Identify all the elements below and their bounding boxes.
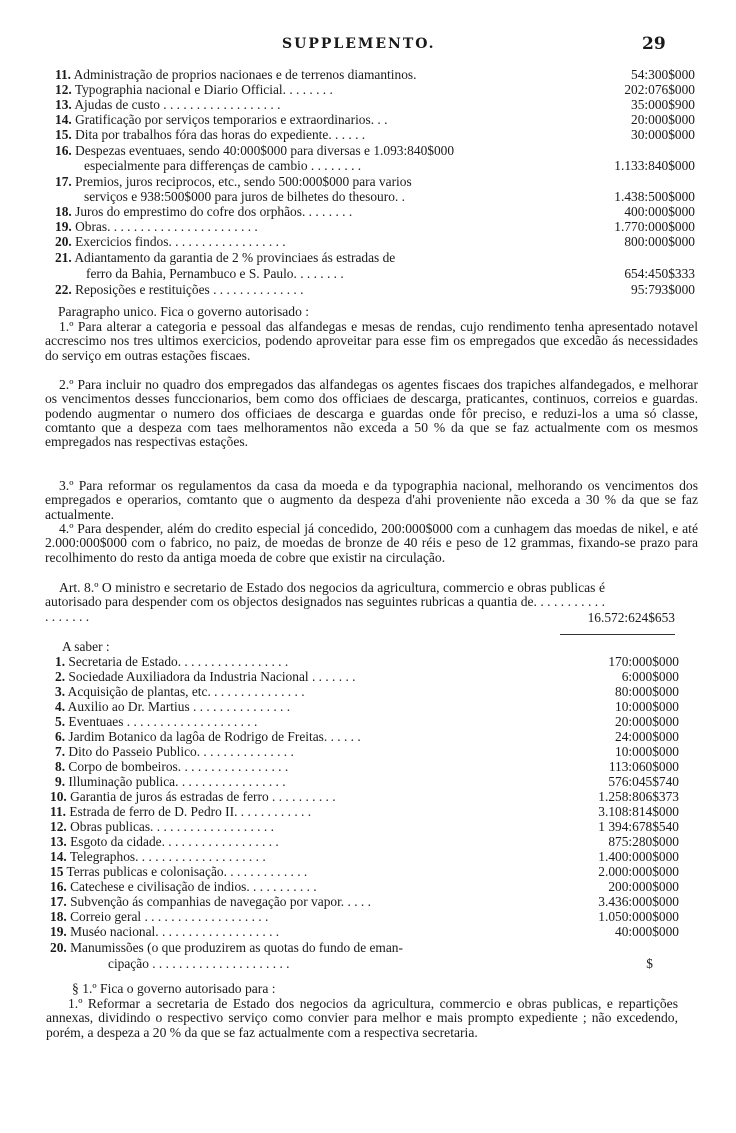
list-item: 10. Garantia de juros ás estradas de ferro . . . . . . . . . . 1.258:806$373 [50, 789, 679, 804]
list-item: 19. Muséo nacional. . . . . . . . . . . . . . . . . . . 40:000$000 [50, 924, 679, 939]
section-clause-1: 1.º Reformar a secretaria de Estado dos negocios da agricultura, commercio e obras publicas, e repartições annexas, dividindo o respectivo serviço como convier para melhor e mais prompto expediente ; não excedendo, porém, a despeza a 20 % da que se faz actualmente com a respectiva secretaria. [46, 996, 678, 1040]
amount: 576:045$740 [608, 774, 679, 789]
article-total: 16.572:624$653 [587, 610, 675, 625]
amount: 800:000$000 [624, 234, 695, 249]
amount: 54:300$000 [631, 67, 695, 82]
list-item: 12. Obras publicas. . . . . . . . . . . . . . . . . . . 1 394:678$540 [50, 819, 679, 834]
list-item: 20. Exercicios findos. . . . . . . . . . . . . . . . . . 800:000$000 [55, 234, 695, 249]
amount: 875:280$000 [608, 834, 679, 849]
list-item: 8. Corpo de bombeiros. . . . . . . . . . . . . . . . . 113:060$000 [55, 759, 679, 774]
amount: 40:000$000 [615, 924, 679, 939]
list-item: 20. Manumissões (o que produzirem as quotas do fundo de eman- [50, 940, 403, 955]
paragraph-intro: Paragrapho unico. Fica o governo autorisado : [58, 304, 310, 319]
list-item: 18. Juros do emprestimo do cofre dos orphãos. . . . . . . . 400:000$000 [55, 204, 695, 219]
list-item: 13. Esgoto da cidade. . . . . . . . . . . . . . . . . . 875:280$000 [50, 834, 679, 849]
amount: 10:000$000 [615, 699, 679, 714]
amount: 24:000$000 [615, 729, 679, 744]
clause-1: 1.º Para alterar a categoria e pessoal das alfandegas e mesas de rendas, cujo rendimento tenha apresentado notavel accrescimo nos tres ultimos exercicios, podendo aproveitar para esse fim os empregados que excedão ás necessidades do serviço em outras estações fiscaes. [45, 319, 698, 363]
amount: 95:793$000 [631, 282, 695, 297]
list-item: 1. Secretaria de Estado. . . . . . . . . . . . . . . . . 170:000$000 [55, 654, 679, 669]
amount: 113:060$000 [608, 759, 679, 774]
list-item: 7. Dito do Passeio Publico. . . . . . . . . . . . . . . 10:000$000 [55, 744, 679, 759]
article-text: Art. 8.º O ministro e secretario de Estado dos negocios da agricultura, commercio e obras publicas é autorisado para despender com os objectos designados nas seguintes rubricas a quantia de. . . . . . . . . . . . . . . . . . [45, 580, 605, 624]
amount: 1.770:000$000 [614, 219, 695, 234]
amount: 200:000$000 [608, 879, 679, 894]
amount: 654:450$333 [624, 266, 695, 281]
list-item: 16. Despezas eventuaes, sendo 40:000$000 para diversas e 1.093:840$000 [55, 143, 455, 158]
list-item: 19. Obras. . . . . . . . . . . . . . . . . . . . . . . 1.770:000$000 [55, 219, 695, 234]
page-number: 29 [642, 34, 666, 54]
list-item-continuation: ferro da Bahia, Pernambuco e S. Paulo. . . . . . . . 654:450$333 [86, 266, 695, 281]
list-item: 3. Acquisição de plantas, etc. . . . . . . . . . . . . . . 80:000$000 [55, 684, 679, 699]
list-item: 9. Illuminação publica. . . . . . . . . . . . . . . . . 576:045$740 [55, 774, 679, 789]
amount: 10:000$000 [615, 744, 679, 759]
list-item: 17. Subvenção ás companhias de navegação por vapor. . . . . 3.436:000$000 [50, 894, 679, 909]
amount: 1.050:000$000 [598, 909, 679, 924]
running-title: SUPPLEMENTO. [282, 36, 436, 52]
clause-3: 3.º Para reformar os regulamentos da casa da moeda e da typographia nacional, melhorando os vencimentos dos empregados e operarios, comtanto que o augmento da despeza d'ahi proveniente não exceda a 30 % da que se faz actualmente. [45, 478, 698, 522]
amount: 1 394:678$540 [598, 819, 679, 834]
amount: 1.400:000$000 [598, 849, 679, 864]
total-rule [560, 634, 675, 635]
list-item: 5. Eventuaes . . . . . . . . . . . . . . . . . . . . 20:000$000 [55, 714, 679, 729]
list-item: 6. Jardim Botanico da lagôa de Rodrigo de Freitas. . . . . . 24:000$000 [55, 729, 679, 744]
amount: $ [646, 956, 653, 971]
list-item: 18. Correio geral . . . . . . . . . . . . . . . . . . . 1.050:000$000 [50, 909, 679, 924]
list-item: 14. Telegraphos. . . . . . . . . . . . . . . . . . . . 1.400:000$000 [50, 849, 679, 864]
list-item: 11. Administração de proprios nacionaes e de terrenos diamantinos. 54:300$000 [55, 67, 695, 82]
list-item: 13. Ajudas de custo . . . . . . . . . . . . . . . . . . 35:000$900 [55, 97, 695, 112]
amount: 30:000$000 [631, 127, 695, 142]
amount: 35:000$900 [631, 97, 695, 112]
amount: 1.133:840$000 [614, 158, 695, 173]
list-item: 15. Dita por trabalhos fóra das horas do expediente. . . . . . 30:000$000 [55, 127, 695, 142]
amount: 3.436:000$000 [598, 894, 679, 909]
amount: 170:000$000 [608, 654, 679, 669]
amount: 3.108:814$000 [598, 804, 679, 819]
list-item: 21. Adiantamento da garantia de 2 % provinciaes ás estradas de [55, 250, 396, 265]
list-item: 2. Sociedade Auxiliadora da Industria Nacional . . . . . . . 6:000$000 [55, 669, 679, 684]
amount: 6:000$000 [621, 669, 679, 684]
clause-4: 4.º Para despender, além do credito especial já concedido, 200:000$000 com a cunhagem das moedas de nikel, e até 2.000:000$000 com o fabrico, no paiz, de moedas de bronze de 40 réis e peso de 12 grammas, fixando-se prazo para recolhimento do resto da antiga moeda de cobre que existir na circulação. [45, 521, 698, 565]
section-intro: § 1.º Fica o governo autorisado para : [72, 981, 276, 996]
amount: 80:000$000 [615, 684, 679, 699]
list-item: 15 Terras publicas e colonisação. . . . . . . . . . . . . 2.000:000$000 [50, 864, 679, 879]
list-item: 4. Auxilio ao Dr. Martius . . . . . . . . . . . . . . . 10:000$000 [55, 699, 679, 714]
list-intro: A saber : [62, 639, 110, 654]
list-item: 22. Reposições e restituições . . . . . . . . . . . . . . 95:793$000 [55, 282, 695, 297]
amount: 1.258:806$373 [598, 789, 679, 804]
amount: 400:000$000 [624, 204, 695, 219]
amount: 202:076$000 [624, 82, 695, 97]
list-item: 12. Typographia nacional e Diario Official. . . . . . . . 202:076$000 [55, 82, 695, 97]
list-item-continuation: cipação . . . . . . . . . . . . . . . . . . . . . $ [108, 956, 653, 971]
list-item: 16. Catechese e civilisação de indios. . . . . . . . . . . 200:000$000 [50, 879, 679, 894]
list-item: 11. Estrada de ferro de D. Pedro II. . . . . . . . . . . . 3.108:814$000 [50, 804, 679, 819]
list-item-continuation: serviços e 938:500$000 para juros de bilhetes do thesouro. . 1.438:500$000 [84, 189, 695, 204]
amount: 2.000:000$000 [598, 864, 679, 879]
amount: 1.438:500$000 [614, 189, 695, 204]
list-item: 17. Premios, juros reciprocos, etc., sendo 500:000$000 para varios [55, 174, 412, 189]
amount: 20:000$000 [631, 112, 695, 127]
amount: 20:000$000 [615, 714, 679, 729]
clause-2: 2.º Para incluir no quadro dos empregados das alfandegas os agentes fiscaes dos trapiches alfandegados, e melhorar os vencimentos desses funccionarios, bem como dos officiaes de descarga, praticantes, continuos, correios e guardas. podendo augmentar o numero dos officiaes de descarga e guardas onde fôr preciso, e reduzi-los a uma só classe, comtanto que a despeza com taes melhoramentos não exceda a 50 % da que se faz actualmente com os mesmos empregados nas respectivas estações. [45, 377, 698, 450]
list-item: 14. Gratificação por serviços temporarios e extraordinarios. . . 20:000$000 [55, 112, 695, 127]
page-header [0, 36, 736, 56]
list-item-continuation: especialmente para differenças de cambio . . . . . . . . 1.133:840$000 [84, 158, 695, 173]
